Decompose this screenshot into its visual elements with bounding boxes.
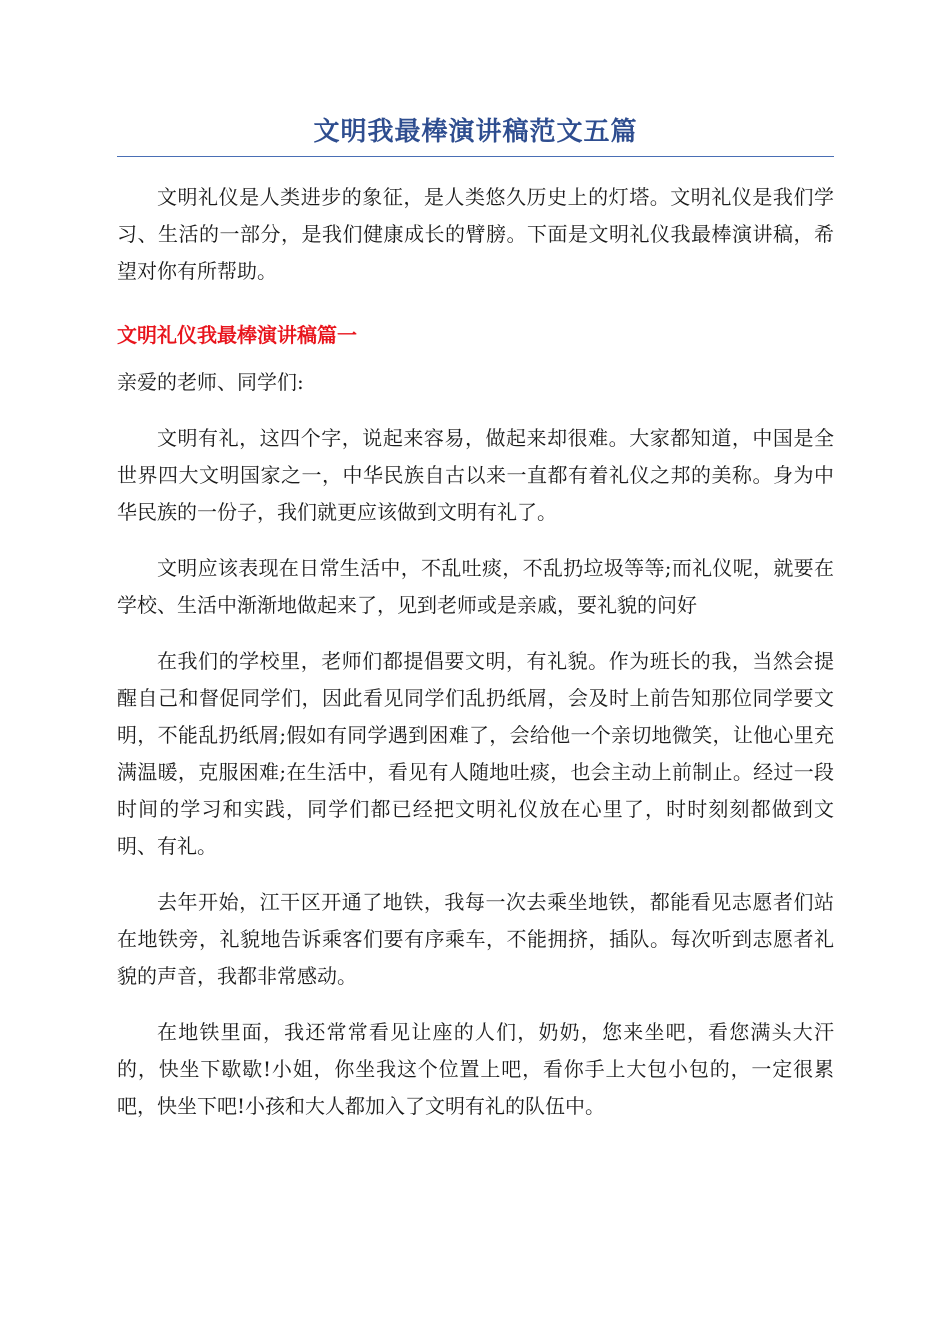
document-title: 文明我最棒演讲稿范文五篇: [117, 112, 834, 157]
body-paragraph: 在我们的学校里，老师们都提倡要文明，有礼貌。作为班长的我，当然会提醒自己和督促同学们，因此看见同学们乱扔纸屑，会及时上前告知那位同学要文明，不能乱扔纸屑;假如有同学遇到困难了，会给他一个亲切地微笑，让他心里充满温暖，克服困难;在生活中，看见有人随地吐痰，也会主动上前制止。经过一段时间的学习和实践，同学们都已经把文明礼仪放在心里了，时时刻刻都做到文明、有礼。: [117, 649, 834, 858]
document-page: [117, 112, 834, 1125]
salutation: 亲爱的老师、同学们:: [117, 370, 304, 394]
body-paragraph: 去年开始，江干区开通了地铁，我每一次去乘坐地铁，都能看见志愿者们站在地铁旁，礼貌地告诉乘客们要有序乘车，不能拥挤，插队。每次听到志愿者礼貌的声音，我都非常感动。: [117, 890, 834, 988]
body-paragraph: 文明有礼，这四个字，说起来容易，做起来却很难。大家都知道，中国是全世界四大文明国家之一，中华民族自古以来一直都有着礼仪之邦的美称。身为中华民族的一份子，我们就更应该做到文明有礼了。: [117, 426, 834, 524]
body-paragraph: 文明应该表现在日常生活中，不乱吐痰，不乱扔垃圾等等;而礼仪呢，就要在学校、生活中渐渐地做起来了，见到老师或是亲戚，要礼貌的问好: [117, 556, 834, 617]
section-heading: 文明礼仪我最棒演讲稿篇一: [117, 323, 357, 347]
body-paragraph: 在地铁里面，我还常常看见让座的人们，奶奶，您来坐吧，看您满头大汗的，快坐下歇歇!小姐，你坐我这个位置上吧，看你手上大包小包的，一定很累吧，快坐下吧!小孩和大人都加入了文明有礼的队伍中。: [117, 1020, 834, 1118]
intro-paragraph: 文明礼仪是人类进步的象征，是人类悠久历史上的灯塔。文明礼仪是我们学习、生活的一部分，是我们健康成长的臂膀。下面是文明礼仪我最棒演讲稿，希望对你有所帮助。: [117, 185, 834, 283]
